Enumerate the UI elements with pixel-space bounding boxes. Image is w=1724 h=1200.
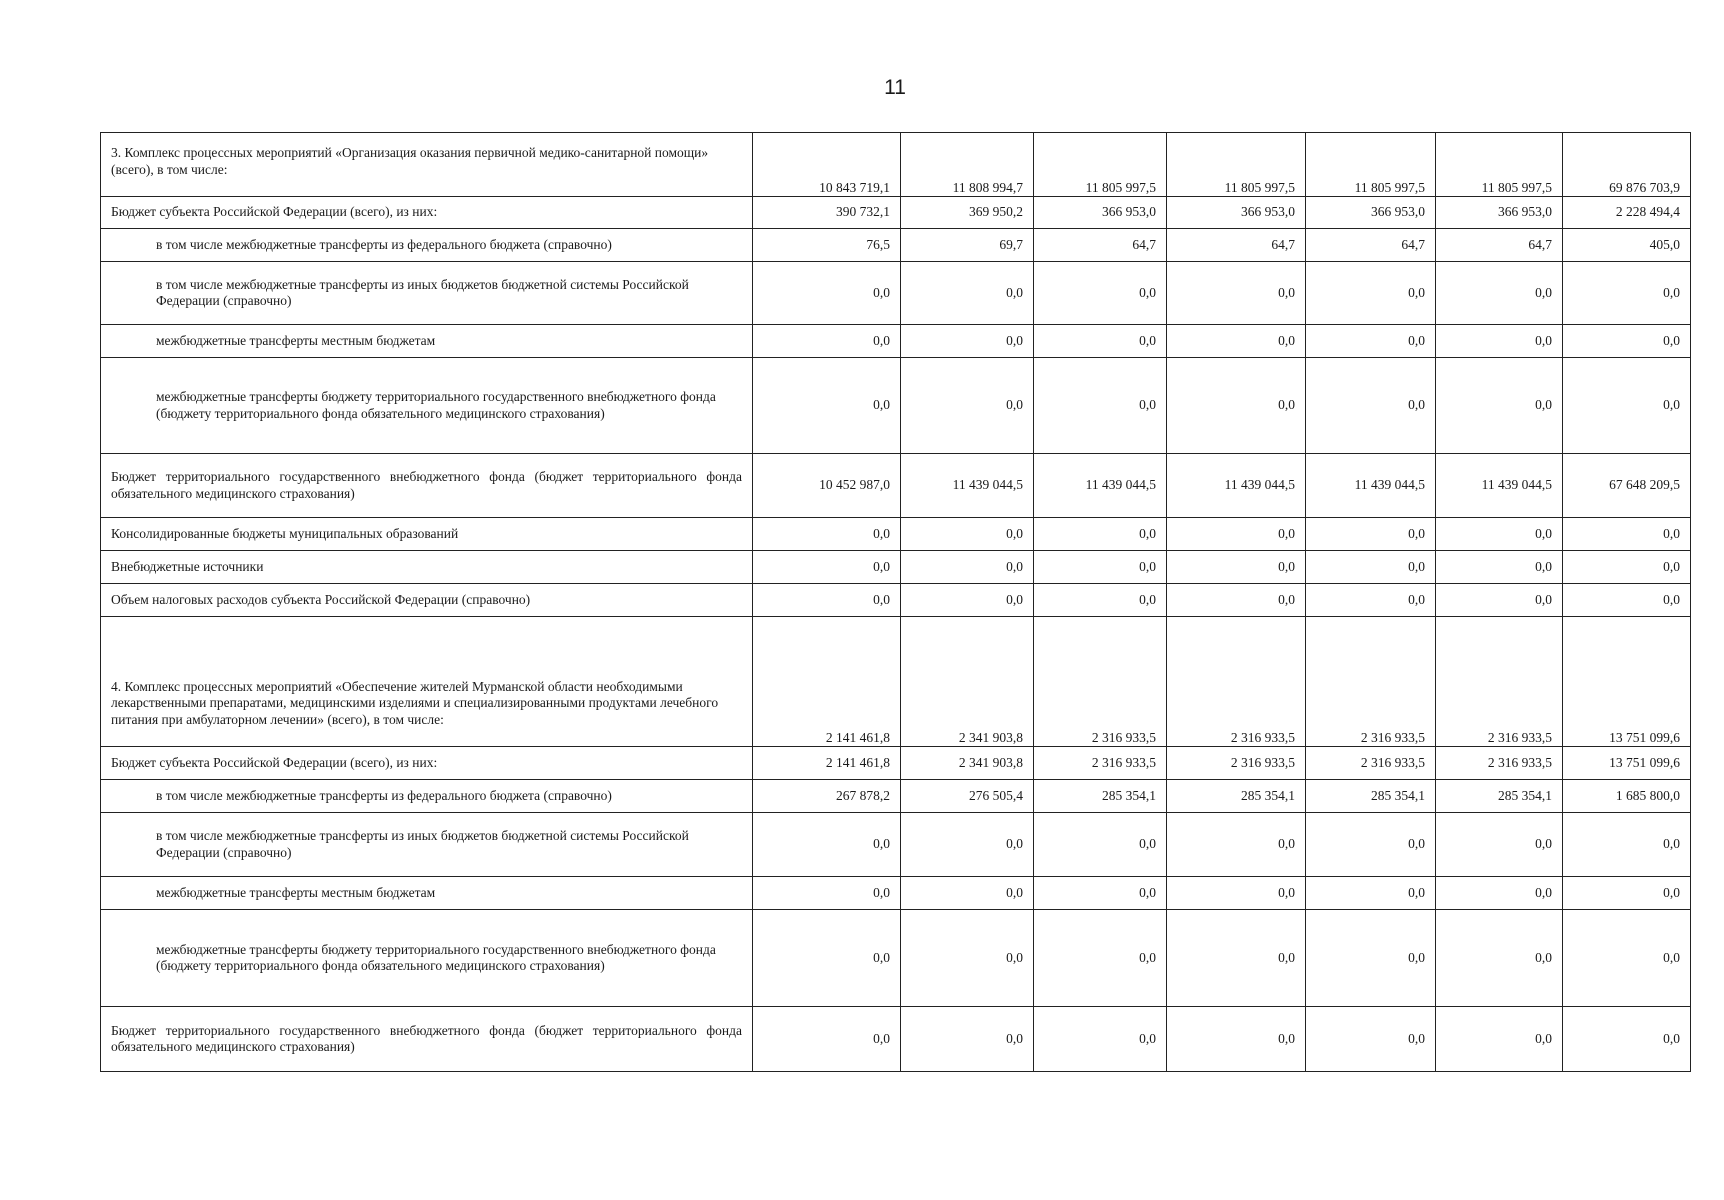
value-cell: 0,0 <box>1436 877 1563 910</box>
value-cell: 0,0 <box>753 910 901 1007</box>
value-cell-total: 0,0 <box>1563 551 1691 584</box>
row-complex-4-total <box>101 617 1691 747</box>
value-cell: 2 316 933,5 <box>1306 617 1436 747</box>
value-cell: 2 316 933,5 <box>1306 747 1436 780</box>
value-cell: 0,0 <box>901 813 1034 877</box>
value-cell: 0,0 <box>1034 518 1167 551</box>
value-cell: 64,7 <box>1436 229 1563 262</box>
value-cell: 0,0 <box>1436 551 1563 584</box>
row-municipal-budgets <box>101 518 1691 551</box>
value-cell: 0,0 <box>753 1007 901 1072</box>
row-tfoms-budget <box>101 454 1691 518</box>
value-cell: 0,0 <box>753 325 901 358</box>
value-cell-total: 0,0 <box>1563 262 1691 325</box>
value-cell: 369 950,2 <box>901 197 1034 229</box>
row-label: Консолидированные бюджеты муниципальных образований <box>101 518 753 551</box>
row-regional-budget <box>101 197 1691 229</box>
row-label: Внебюджетные источники <box>101 551 753 584</box>
row-regional-budget <box>101 747 1691 780</box>
row-extrabudgetary-sources <box>101 551 1691 584</box>
value-cell: 0,0 <box>1306 262 1436 325</box>
row-other-budget-transfers <box>101 813 1691 877</box>
value-cell: 2 316 933,5 <box>1436 747 1563 780</box>
value-cell: 0,0 <box>1167 910 1306 1007</box>
value-cell: 0,0 <box>901 518 1034 551</box>
value-cell: 0,0 <box>1034 877 1167 910</box>
value-cell: 64,7 <box>1034 229 1167 262</box>
value-cell: 11 805 997,5 <box>1436 133 1563 197</box>
value-cell: 0,0 <box>1306 325 1436 358</box>
row-tfoms-budget <box>101 1007 1691 1072</box>
row-label: Бюджет субъекта Российской Федерации (всего), из них: <box>101 747 753 780</box>
value-cell: 2 141 461,8 <box>753 747 901 780</box>
value-cell: 11 805 997,5 <box>1167 133 1306 197</box>
page-number: 11 <box>884 76 906 99</box>
value-cell: 64,7 <box>1167 229 1306 262</box>
value-cell: 0,0 <box>753 551 901 584</box>
value-cell: 0,0 <box>1306 358 1436 454</box>
row-label: Бюджет территориального государственного внебюджетного фонда (бюджет территориального фонда обязательного медицинского страхования) <box>101 1007 753 1072</box>
row-label: межбюджетные трансферты бюджету территориального государственного внебюджетного фонда (бюджету территориального фонда обязательного медицинского страхования) <box>101 910 753 1007</box>
row-label: в том числе межбюджетные трансферты из федерального бюджета (справочно) <box>101 780 753 813</box>
value-cell-total: 0,0 <box>1563 877 1691 910</box>
value-cell-total: 67 648 209,5 <box>1563 454 1691 518</box>
value-cell: 0,0 <box>1167 1007 1306 1072</box>
row-complex-3-total <box>101 133 1691 197</box>
value-cell: 11 805 997,5 <box>1306 133 1436 197</box>
value-cell: 2 316 933,5 <box>1034 617 1167 747</box>
row-label: Бюджет территориального государственного внебюджетного фонда (бюджет территориального фонда обязательного медицинского страхования) <box>101 454 753 518</box>
value-cell-total: 2 228 494,4 <box>1563 197 1691 229</box>
row-label: межбюджетные трансферты местным бюджетам <box>101 325 753 358</box>
row-local-budget-transfers <box>101 877 1691 910</box>
value-cell: 0,0 <box>901 910 1034 1007</box>
value-cell: 0,0 <box>753 877 901 910</box>
value-cell: 0,0 <box>901 584 1034 617</box>
value-cell: 0,0 <box>1306 813 1436 877</box>
row-label: межбюджетные трансферты местным бюджетам <box>101 877 753 910</box>
value-cell: 0,0 <box>1167 584 1306 617</box>
value-cell: 76,5 <box>753 229 901 262</box>
row-label: 3. Комплекс процессных мероприятий «Организация оказания первичной медико-санитарной помощи» (всего), в том числе: <box>101 133 753 197</box>
value-cell: 2 141 461,8 <box>753 617 901 747</box>
value-cell-total: 0,0 <box>1563 910 1691 1007</box>
value-cell-total: 1 685 800,0 <box>1563 780 1691 813</box>
value-cell: 366 953,0 <box>1306 197 1436 229</box>
value-cell: 366 953,0 <box>1436 197 1563 229</box>
row-other-budget-transfers <box>101 262 1691 325</box>
value-cell: 11 439 044,5 <box>1436 454 1563 518</box>
row-label: межбюджетные трансферты бюджету территориального государственного внебюджетного фонда (бюджету территориального фонда обязательного медицинского страхования) <box>101 358 753 454</box>
value-cell: 11 439 044,5 <box>901 454 1034 518</box>
value-cell: 0,0 <box>1167 358 1306 454</box>
row-tfoms-transfers <box>101 358 1691 454</box>
value-cell: 0,0 <box>901 325 1034 358</box>
value-cell: 366 953,0 <box>1167 197 1306 229</box>
value-cell: 0,0 <box>901 1007 1034 1072</box>
value-cell: 0,0 <box>1034 262 1167 325</box>
value-cell: 0,0 <box>901 877 1034 910</box>
row-label: в том числе межбюджетные трансферты из иных бюджетов бюджетной системы Российской Федерации (справочно) <box>101 262 753 325</box>
value-cell-total: 0,0 <box>1563 584 1691 617</box>
value-cell: 2 316 933,5 <box>1167 617 1306 747</box>
value-cell: 0,0 <box>1167 813 1306 877</box>
value-cell: 0,0 <box>1436 518 1563 551</box>
value-cell-total: 0,0 <box>1563 325 1691 358</box>
value-cell: 0,0 <box>1436 325 1563 358</box>
value-cell: 0,0 <box>1306 518 1436 551</box>
value-cell: 285 354,1 <box>1034 780 1167 813</box>
row-tfoms-transfers <box>101 910 1691 1007</box>
value-cell: 276 505,4 <box>901 780 1034 813</box>
value-cell: 11 808 994,7 <box>901 133 1034 197</box>
row-local-budget-transfers <box>101 325 1691 358</box>
value-cell: 0,0 <box>1034 584 1167 617</box>
value-cell: 0,0 <box>1034 325 1167 358</box>
row-label: Объем налоговых расходов субъекта Российской Федерации (справочно) <box>101 584 753 617</box>
value-cell: 0,0 <box>901 551 1034 584</box>
value-cell: 0,0 <box>1436 1007 1563 1072</box>
value-cell: 0,0 <box>1167 325 1306 358</box>
value-cell: 285 354,1 <box>1436 780 1563 813</box>
value-cell: 10 843 719,1 <box>753 133 901 197</box>
value-cell: 0,0 <box>753 584 901 617</box>
value-cell: 2 341 903,8 <box>901 747 1034 780</box>
value-cell: 2 316 933,5 <box>1167 747 1306 780</box>
value-cell: 0,0 <box>1436 358 1563 454</box>
value-cell-total: 69 876 703,9 <box>1563 133 1691 197</box>
value-cell: 0,0 <box>753 813 901 877</box>
value-cell: 0,0 <box>1436 262 1563 325</box>
value-cell-total: 0,0 <box>1563 518 1691 551</box>
value-cell-total: 13 751 099,6 <box>1563 617 1691 747</box>
value-cell: 366 953,0 <box>1034 197 1167 229</box>
value-cell: 10 452 987,0 <box>753 454 901 518</box>
value-cell-total: 0,0 <box>1563 813 1691 877</box>
value-cell: 0,0 <box>753 262 901 325</box>
value-cell: 2 316 933,5 <box>1034 747 1167 780</box>
row-federal-transfers <box>101 229 1691 262</box>
value-cell-total: 0,0 <box>1563 1007 1691 1072</box>
value-cell: 0,0 <box>1034 551 1167 584</box>
value-cell: 0,0 <box>901 358 1034 454</box>
value-cell: 0,0 <box>1167 262 1306 325</box>
value-cell: 285 354,1 <box>1306 780 1436 813</box>
value-cell: 0,0 <box>1034 358 1167 454</box>
value-cell: 0,0 <box>1167 551 1306 584</box>
value-cell: 0,0 <box>1306 584 1436 617</box>
value-cell: 11 439 044,5 <box>1306 454 1436 518</box>
value-cell: 0,0 <box>1306 910 1436 1007</box>
value-cell: 0,0 <box>1436 813 1563 877</box>
value-cell: 69,7 <box>901 229 1034 262</box>
value-cell: 0,0 <box>1436 584 1563 617</box>
row-federal-transfers <box>101 780 1691 813</box>
value-cell: 0,0 <box>753 358 901 454</box>
value-cell: 11 805 997,5 <box>1034 133 1167 197</box>
value-cell: 0,0 <box>1306 877 1436 910</box>
value-cell: 64,7 <box>1306 229 1436 262</box>
value-cell: 11 439 044,5 <box>1034 454 1167 518</box>
value-cell: 0,0 <box>1167 518 1306 551</box>
value-cell: 0,0 <box>753 518 901 551</box>
row-label: в том числе межбюджетные трансферты из иных бюджетов бюджетной системы Российской Федерации (справочно) <box>101 813 753 877</box>
value-cell: 2 316 933,5 <box>1436 617 1563 747</box>
row-label: 4. Комплекс процессных мероприятий «Обеспечение жителей Мурманской области необходимыми лекарственными препаратами, медицинскими изделиями и специализированными продуктами лечебного питания при амбулаторном лечении» (всего), в том числе: <box>101 617 753 747</box>
value-cell: 390 732,1 <box>753 197 901 229</box>
row-label: Бюджет субъекта Российской Федерации (всего), из них: <box>101 197 753 229</box>
value-cell: 0,0 <box>1167 877 1306 910</box>
value-cell: 0,0 <box>901 262 1034 325</box>
value-cell: 0,0 <box>1306 1007 1436 1072</box>
value-cell: 0,0 <box>1306 551 1436 584</box>
value-cell: 0,0 <box>1034 813 1167 877</box>
value-cell-total: 0,0 <box>1563 358 1691 454</box>
value-cell: 285 354,1 <box>1167 780 1306 813</box>
row-tax-expenditures <box>101 584 1691 617</box>
value-cell: 267 878,2 <box>753 780 901 813</box>
value-cell-total: 405,0 <box>1563 229 1691 262</box>
value-cell: 2 341 903,8 <box>901 617 1034 747</box>
row-label: в том числе межбюджетные трансферты из федерального бюджета (справочно) <box>101 229 753 262</box>
value-cell: 11 439 044,5 <box>1167 454 1306 518</box>
value-cell: 0,0 <box>1034 910 1167 1007</box>
value-cell: 0,0 <box>1034 1007 1167 1072</box>
budget-table <box>100 132 1691 1072</box>
value-cell: 0,0 <box>1436 910 1563 1007</box>
value-cell-total: 13 751 099,6 <box>1563 747 1691 780</box>
